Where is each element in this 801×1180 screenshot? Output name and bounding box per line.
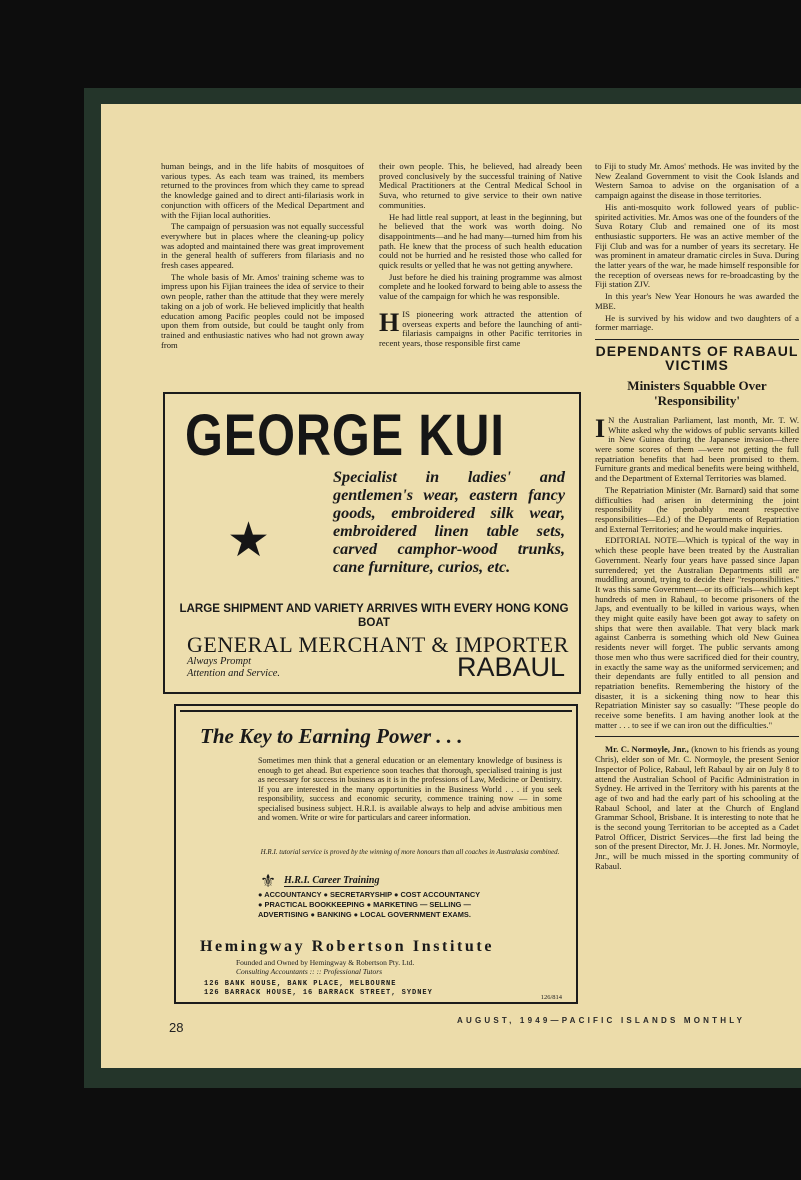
course-line: ● ACCOUNTANCY ● SECRETARYSHIP ● COST ACCOUNTANCY: [258, 890, 481, 899]
paragraph: His anti-mosquito work followed years of public-spirited activities. Mr. Amos was one of the founders of the Suva Rotary Club and remained one of its most enthusiastic supporters. He was an active member of the Fiji Club and was for a number of years its secretary. He was prominent in amateur dramatic circles in Suva. During the latter years of the war, he made himself responsible for the reception of overseas news for re-broadcasting by the Fiji station ZJV.: [595, 201, 799, 290]
ad-tagline: [187, 656, 280, 680]
tagline-line: Always Prompt: [187, 656, 252, 667]
page-number: 28: [169, 1020, 184, 1035]
crest-icon: ⚜: [260, 871, 277, 891]
institute-name: Hemingway Robertson Institute: [200, 938, 495, 955]
paragraph-text: IS pioneering work attracted the attention of overseas experts and before the launching of anti-filariasis campaigns in other Pacific territories in recent years, those responsible first came: [379, 308, 582, 348]
shipment-notice: LARGE SHIPMENT AND VARIETY ARRIVES WITH EVERY HONG KONG BOAT: [179, 602, 569, 629]
paragraph: The whole basis of Mr. Amos' training scheme was to impress upon his Fijian trainees the idea of service to their own people, rather than the attitude that they were merely taking on a job of work. He believed implicitly that health education among Pacific peoples could not be imposed upon them from outside, but could be taught only from trained and enthusiastic natives who had not grown away from: [161, 271, 364, 350]
ad-top-bar: [180, 710, 572, 712]
course-list: [258, 890, 564, 920]
dropcap-paragraph: [379, 307, 582, 349]
ad-body: Sometimes men think that a general education or an elementary knowledge of business is enough to get ahead. But experience soon teaches that thorough, specialised training is just as necessary for success in business as it is in the professions of Law, Medicine or Dentistry. If you are interested in the many opportunities in the Business World . . . if you seek responsibility, success and economic security, commence training now — in some specialised business subject. H.R.I. is available always to help and advise ambitious men and women. Write or wire for particulars and career information.: [258, 756, 562, 822]
article-subheadline: Ministers Squabble Over 'Responsibility': [627, 377, 767, 408]
page-footer: AUGUST, 1949—PACIFIC ISLANDS MONTHLY: [457, 1016, 746, 1025]
column-3: [595, 162, 799, 874]
paragraph-text: (known to his friends as young Chris), elder son of Mr. C. Normoyle, the present Senior Inspector of Police, Rabaul, left Rabaul by air on July 8 to attend the Australian School of Pacific Administration in Sydney. He arrived in the Territory with his parents at the age of two and had the early part of his schooling at the Rabaul School, and later at the Church of England Grammar School, Brisbane. It is interesting to note that he is the second young Territorian to be accepted as a Cadet Patrol Officer, District Services—the first lad being the son of the present Director, Mr. J. H. Jones. Mr. Normoyle, Jnr., will be much missed in the sporting community of Rabaul.: [595, 744, 799, 871]
founded-line: [236, 958, 414, 976]
paragraph: In this year's New Year Honours he was awarded the MBE.: [595, 291, 799, 311]
hri-advertisement: [174, 704, 578, 1004]
article-headline: DEPENDANTS OF RABAUL VICTIMS: [595, 342, 799, 373]
career-underline: [284, 886, 374, 887]
paragraph: their own people. This, he believed, had already been proved conclusively by the successful training of Native Medical Practitioners at the Central Medical School in Suva, who returned to give service to their own native communities.: [379, 161, 582, 210]
paragraph: human beings, and in the life habits of mosquitoes of various types. As each team was trained, its members returned to the provinces from which they came to spread the knowledge gained and to direct anti-filariasis work in conjunction with officers of the Medical Department and with the Fijian local authorities.: [161, 161, 364, 220]
paragraph-text: N the Australian Parliament, last month, Mr. T. W. White asked why the widows of public servants killed in New Guinea during the Japanese invasion—there were some scores of them —were not getting the full repatriation benefits that had been promised to them. Furniture grants and medical benefits were being withheld, and the Department of External Territories was blamed.: [595, 414, 799, 484]
address-line: 126 BANK HOUSE, BANK PLACE, MELBOURNE: [204, 980, 397, 988]
tagline-line: Attention and Service.: [187, 668, 281, 679]
column-2: [379, 162, 582, 351]
paragraph: Just before he died his training programme was almost complete and he looked forward to being able to assess the value of the campaign for which he was responsible.: [379, 271, 582, 302]
drop-cap: H: [379, 307, 400, 337]
ad-title: The Key to Earning Power . . .: [200, 724, 463, 748]
dropcap-paragraph: [595, 413, 799, 484]
divider: [595, 736, 799, 737]
paragraph: [595, 745, 799, 871]
magazine-page: [101, 104, 801, 1068]
ad-note: H.R.I. tutorial service is proved by the winning of more honours than all coaches in Australasia combined.: [260, 848, 560, 856]
ad-description: Specialist in ladies' and gentlemen's wear, eastern fancy goods, embroidered silk wear, embroidered linen table sets, carved camphor-wood trunks, cane furniture, curios, etc.: [333, 468, 565, 576]
ad-town: RABAUL: [456, 652, 565, 682]
paragraph: The Repatriation Minister (Mr. Barnard) said that some difficulties had arisen in determining the joint responsibility (he probably meant respective responsibilities—Ed.) of the Departments of Repatriation and External Territories; and he would make inquiries.: [595, 484, 799, 534]
course-line: ● PRACTICAL BOOKKEEPING ● MARKETING — SELLING —: [258, 900, 471, 909]
paragraph: He is survived by his widow and two daughters of a former marriage.: [595, 312, 799, 333]
star-icon: ★: [227, 514, 271, 567]
paragraph: He had little real support, at least in the beginning, but he believed that the work was worth doing. No disappointments—and he had many—turned him from his path. He knew that the process of such health education could not be hurried and he resisted those who called for quick results or yelled that he was not getting anywhere.: [379, 211, 582, 271]
paragraph: The campaign of persuasion was not equally successful everywhere but in places where the cleaning-up policy was adopted and maintained there was great improvement in the general health of sufferers from filariasis and no fresh cases appeared.: [161, 221, 364, 271]
bold-lead: Mr. C. Normoyle, Jnr.,: [605, 744, 689, 755]
founded-text: Founded and Owned by Hemingway & Robertson Pty. Ltd.: [236, 958, 415, 967]
advertiser-name: GEORGE KUI: [185, 403, 505, 468]
founded-subtext: Consulting Accountants :: :: Professional Tutors: [236, 967, 383, 976]
column-1: [161, 162, 364, 352]
george-kui-advertisement: [163, 392, 581, 694]
address-block: [204, 980, 433, 997]
address-line: 126 BARRACK HOUSE, 16 BARRACK STREET, SYDNEY: [204, 988, 433, 997]
course-line: ADVERTISING ● BANKING ● LOCAL GOVERNMENT EXAMS.: [258, 910, 471, 919]
ad-code: 126/814: [540, 994, 562, 1001]
paragraph: to Fiji to study Mr. Amos' methods. He was invited by the New Zealand Government to visit the Cook Islands and Western Samoa to advise on the organisation of a campaign against the disease in those territories.: [595, 161, 799, 201]
drop-cap: I: [595, 413, 606, 443]
paragraph: EDITORIAL NOTE—Which is typical of the way in which these people have been treated by the Australian Government. Nearly four years have passed since Japan surrendered; yet the Australian Departments still are muddling around, trying to decide their "responsibilities." It was this same Government—or its officials—which kept hundreds of men in Rabaul, to become prisoners of the Japs, and eventually to be killed in various ways, when they might quite easily have been got away to safety on ships that were then available. That very black mark against Canberra is something which old New Guinea residents never will forget. The public servants among those men who thus were sacrificed died for their country, in exactly the same way as the uniformed servicemen; and their dependants are fully entitled to all pension and repatriation benefits. Remembering the history of the disaster, it is a sickening thing now to hear this Repatriation Minister say so casually: "These people do receive some benefits. I am having another look at the matter . . . to see if we can iron out the difficulties.": [595, 535, 799, 730]
career-heading: H.R.I. Career Training: [284, 875, 380, 886]
merchant-line: GENERAL MERCHANT & IMPORTER: [187, 632, 569, 657]
divider: [595, 339, 799, 340]
